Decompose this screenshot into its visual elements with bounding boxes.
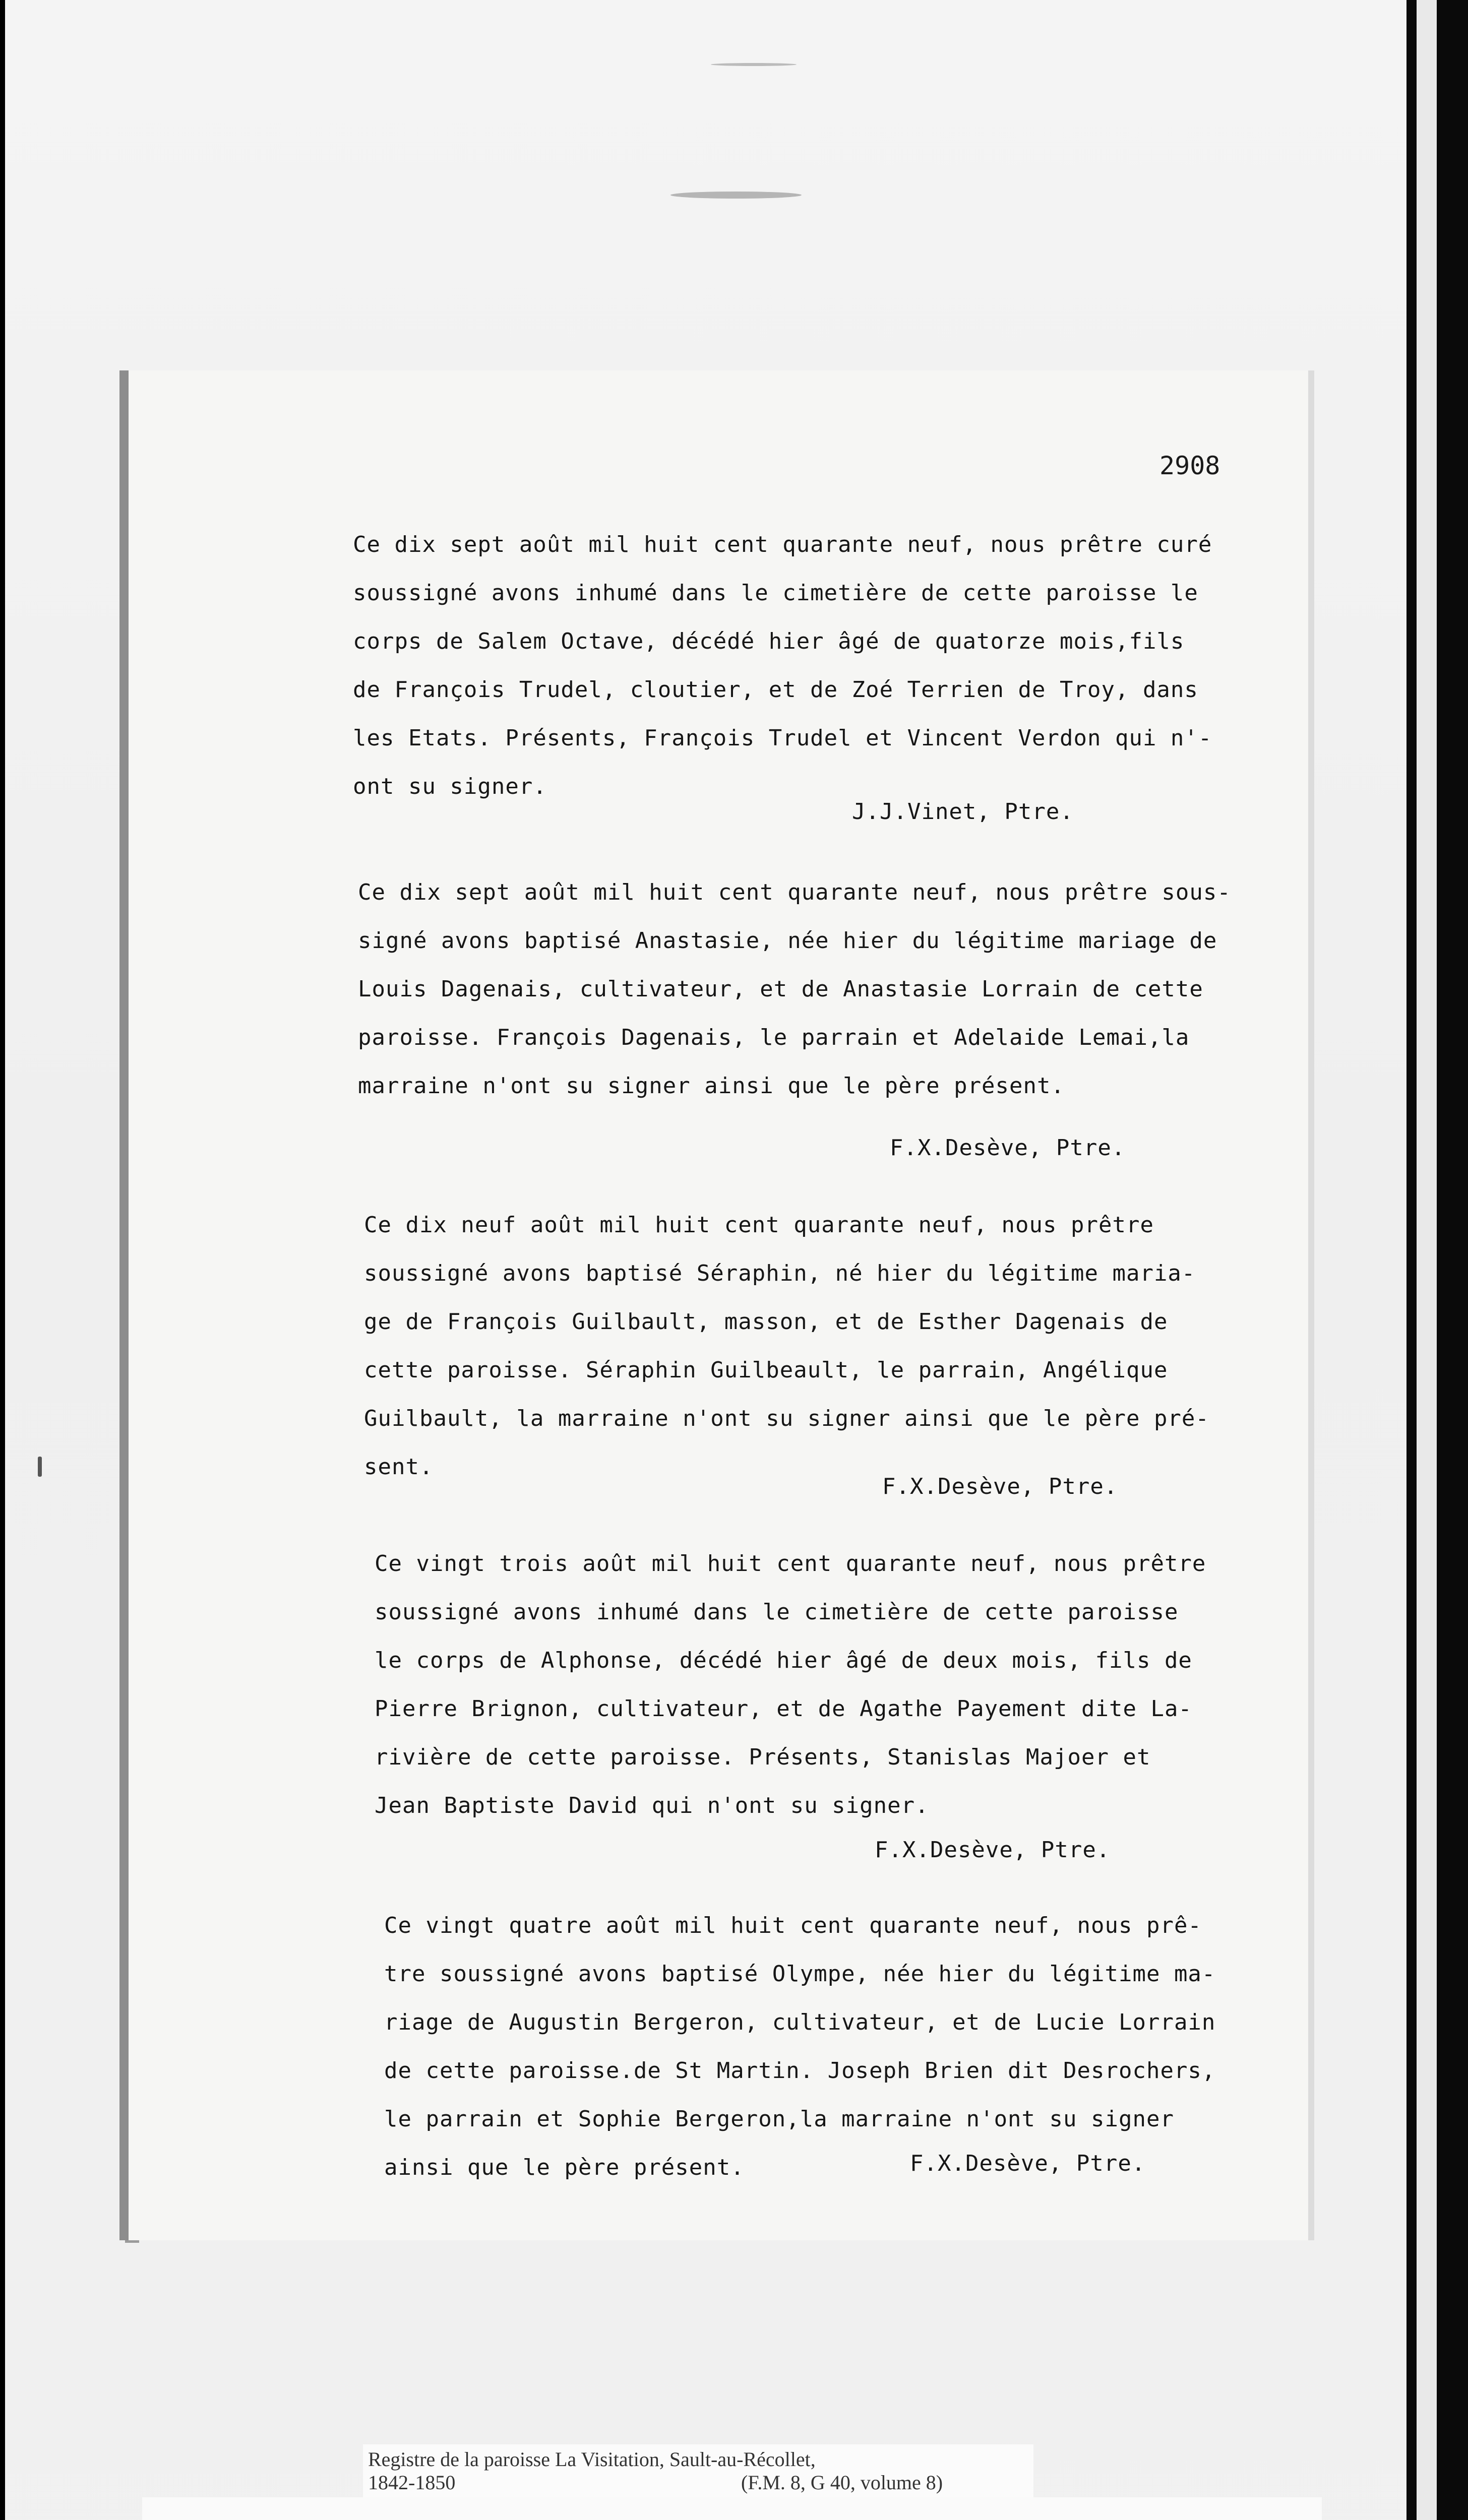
entry-line: rivière de cette paroisse. Présents, Stanislas Majoer et [375,1744,1151,1770]
entry-line: les Etats. Présents, François Trudel et Vincent Verdon qui n'- [353,725,1212,751]
priest-signature: J.J.Vinet, Ptre. [852,799,1074,825]
register-entry [358,868,1231,1110]
entry-line: Jean Baptiste David qui n'ont su signer. [375,1793,929,1818]
reference-title: Registre de la paroisse La Visitation, Sault-au-Récollet, [368,2448,816,2471]
entry-line: paroisse. François Dagenais, le parrain et Adelaide Lemai,la [358,1025,1190,1050]
entry-line: Ce vingt quatre août mil huit cent quarante neuf, nous prê- [384,1913,1202,1938]
entry-line: Ce dix sept août mil huit cent quarante neuf, nous prêtre sous- [358,879,1231,905]
reference-volume: (F.M. 8, G 40, volume 8) [741,2471,943,2494]
film-scratch [711,63,797,66]
entry-line: cette paroisse. Séraphin Guilbeault, le parrain, Angélique [364,1357,1168,1383]
priest-signature: F.X.Desève, Ptre. [875,1837,1111,1863]
page-number: 2908 [1159,451,1220,480]
entry-line: sent. [364,1454,434,1480]
entry-line: soussigné avons inhumé dans le cimetière de cette paroisse le [353,580,1198,606]
entry-line: soussigné avons inhumé dans le cimetière de cette paroisse [375,1599,1179,1625]
entry-line: ge de François Guilbault, masson, et de Esther Dagenais de [364,1309,1168,1335]
priest-signature: F.X.Desève, Ptre. [882,1474,1118,1499]
entry-line: Ce vingt trois août mil huit cent quarante neuf, nous prêtre [375,1551,1206,1577]
entry-line: marraine n'ont su signer ainsi que le père présent. [358,1073,1065,1099]
entry-line: Louis Dagenais, cultivateur, et de Anastasie Lorrain de cette [358,976,1203,1002]
film-frame-edge [1406,0,1468,2520]
entry-line: soussigné avons baptisé Séraphin, né hier du légitime maria- [364,1261,1196,1286]
register-entry [364,1201,1209,1491]
entry-line: Ce dix sept août mil huit cent quarante neuf, nous prêtre curé [353,532,1212,557]
entry-line: le corps de Alphonse, décédé hier âgé de deux mois, fils de [375,1648,1192,1673]
entry-line: le parrain et Sophie Bergeron,la marraine n'ont su signer [384,2106,1174,2132]
entry-line: de cette paroisse.de St Martin. Joseph Brien dit Desrochers, [384,2058,1216,2084]
register-entry [384,1902,1215,2192]
entry-line: de François Trudel, cloutier, et de Zoé Terrien de Troy, dans [353,677,1198,703]
register-entry [353,521,1212,811]
entry-line: Guilbault, la marraine n'ont su signer ainsi que le père pré- [364,1406,1209,1431]
entry-line: corps de Salem Octave, décédé hier âgé de quatorze mois,fils [353,628,1185,654]
entry-line: signé avons baptisé Anastasie, née hier du légitime mariage de [358,928,1217,954]
register-entry [375,1540,1206,1830]
entry-line: Ce dix neuf août mil huit cent quarante neuf, nous prêtre [364,1212,1154,1238]
archives-banner [142,2497,1322,2520]
entry-line: Pierre Brignon, cultivateur, et de Agathe Payement dite La- [375,1696,1192,1722]
film-mark [38,1457,42,1477]
film-scratch [670,192,802,199]
entry-line: tre soussigné avons baptisé Olympe, née hier du légitime ma- [384,1961,1216,1987]
entry-line: ont su signer. [353,774,547,799]
reference-label [363,2444,1033,2497]
entry-line: riage de Augustin Bergeron, cultivateur, et de Lucie Lorrain [384,2009,1216,2035]
entry-line: ainsi que le père présent. [384,2155,745,2180]
priest-signature: F.X.Desève, Ptre. [890,1135,1126,1161]
reference-dates: 1842-1850 [368,2471,456,2494]
priest-signature: F.X.Desève, Ptre. [910,2151,1146,2176]
